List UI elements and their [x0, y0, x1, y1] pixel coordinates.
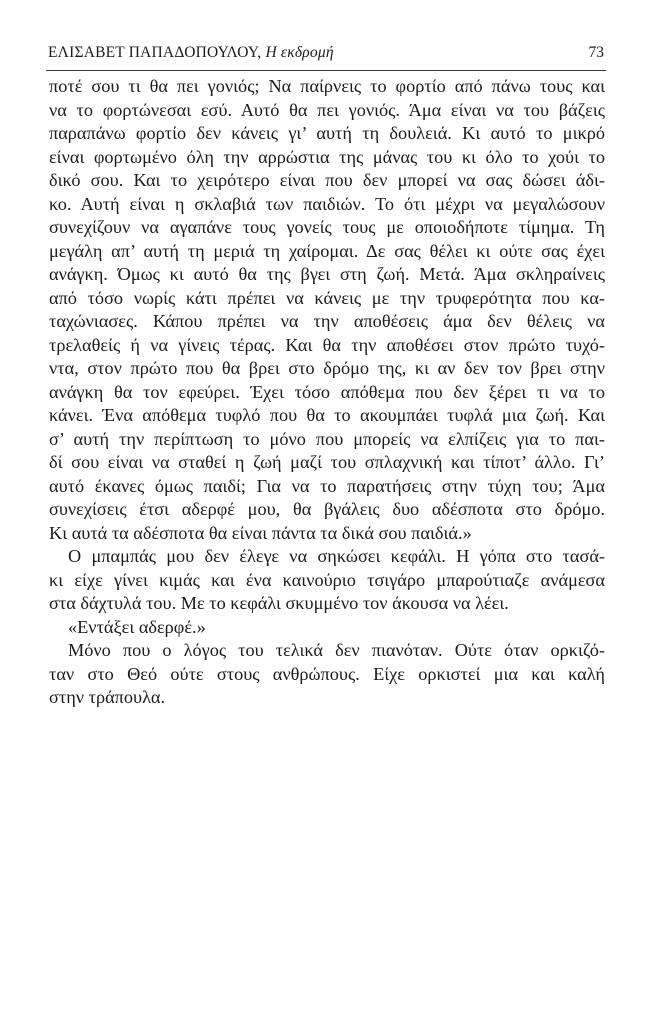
text-line: είναι φορτωμένο όλη την αρρώστια της μάνας του κι όλο το χούι το — [49, 146, 605, 167]
text-line: δί σου είναι να σταθεί η ζωή μαζί του σπλαχνική και τίποτ’ άλλο. Γι’ — [49, 452, 605, 472]
text-line: παραπάνω φορτίο δεν κάνεις γι’ αυτή τη δουλειά. Κι αυτό το μικρό — [49, 123, 605, 143]
text-line: Ο μπαμπάς μου δεν έλεγε να σηκώσει κεφάλι. Η γόπα στο τασά- — [68, 546, 605, 566]
text-line: Κι αυτά τα αδέσποτα θα είναι πάντα τα δικά σου παιδιά.» — [49, 522, 472, 543]
text-line: δικό σου. Και το χειρότερο είναι που δεν μπορεί να σας δώσει άδι- — [49, 170, 605, 190]
author-name: ΕΛΙΣΑΒΕΤ ΠΑΠΑΔΟΠΟΥΛΟΥ, — [48, 44, 262, 61]
text-line: από τόσο νωρίς κάτι πρέπει να κάνεις με την τρυφερότητα που κα- — [49, 287, 605, 308]
text-line: Μόνο που ο λόγος του τελικά δεν πιανόταν. Ούτε όταν ορκιζό- — [68, 640, 605, 660]
page-number: 73 — [588, 44, 604, 61]
text-line: συνεχίσεις έτσι αδερφέ μου, θα βγάλεις δυο αδέσποτα στο δρόμο. — [49, 499, 605, 519]
text-line: ταν στο Θεό ούτε στους ανθρώπους. Είχε ορκιστεί μια και καλή — [49, 663, 605, 684]
running-head — [48, 44, 604, 68]
text-line: «Εντάξει αδερφέ.» — [68, 616, 206, 637]
text-line: στα δάχτυλά του. Με το κεφάλι σκυμμένο τον άκουσα να λέει. — [49, 593, 509, 613]
text-line: κάνει. Ένα απόθεμα τυφλό που θα το ακουμπάει τυφλά μια ζωή. Και — [49, 405, 605, 425]
text-line: συνεχίζουν να αγαπάνε τους γονείς τους με οποιοδήποτε τίμημα. Τη — [49, 217, 605, 237]
text-line: να το φορτώνεσαι εσύ. Αυτό θα πει γονιός. Άμα είναι να του βάζεις — [49, 99, 605, 120]
text-line: μεγάλη απ’ αυτή τη μεριά τη χαίρομαι. Δε σας θέλει κι ούτε σας έχει — [49, 240, 605, 261]
body-text — [49, 75, 605, 710]
running-head-title — [48, 44, 334, 62]
text-line: σ’ αυτή την περίπτωση το μόνο που μπορείς να ελπίζεις για το παι- — [49, 428, 605, 449]
text-line: κι είχε γίνει κιμάς και ένα καινούριο τσιγάρο μπαρούτιαζε ανάμεσα — [49, 569, 605, 590]
text-line: κο. Αυτή είναι η σκλαβιά των παιδιών. Το ότι μέχρι να μεγαλώσουν — [49, 193, 605, 214]
text-line: ποτέ σου τι θα πει γονιός; Να παίρνεις το φορτίο από πάνω τους και — [49, 76, 605, 96]
text-line: στην τράπουλα. — [49, 687, 166, 707]
text-line: τρελαθείς ή να γίνεις τέρας. Και θα την αποθέσει στον πρώτο τυχό- — [49, 334, 605, 355]
text-line: ντα, στον πρώτο που θα βρει στο δρόμο της, κι αν δεν τον βρει στην — [49, 358, 605, 378]
text-line: ταχώνιασες. Κάπου πρέπει να την αποθέσεις άμα δεν θέλεις να — [49, 311, 605, 331]
work-title: Η εκδρομή — [265, 44, 334, 61]
text-line: ανάγκη θα τον εφεύρει. Έχει τόσο απόθεμα που δεν ξέρει τι να το — [49, 381, 605, 402]
header-rule — [46, 70, 606, 71]
text-line: ανάγκη. Όμως κι αυτό θα της βγει στη ζωή. Μετά. Άμα σκληραίνεις — [49, 264, 605, 284]
text-line: αυτό έκανες όμως παιδί; Για να το παρατήσεις στην τύχη του; Άμα — [49, 475, 605, 496]
